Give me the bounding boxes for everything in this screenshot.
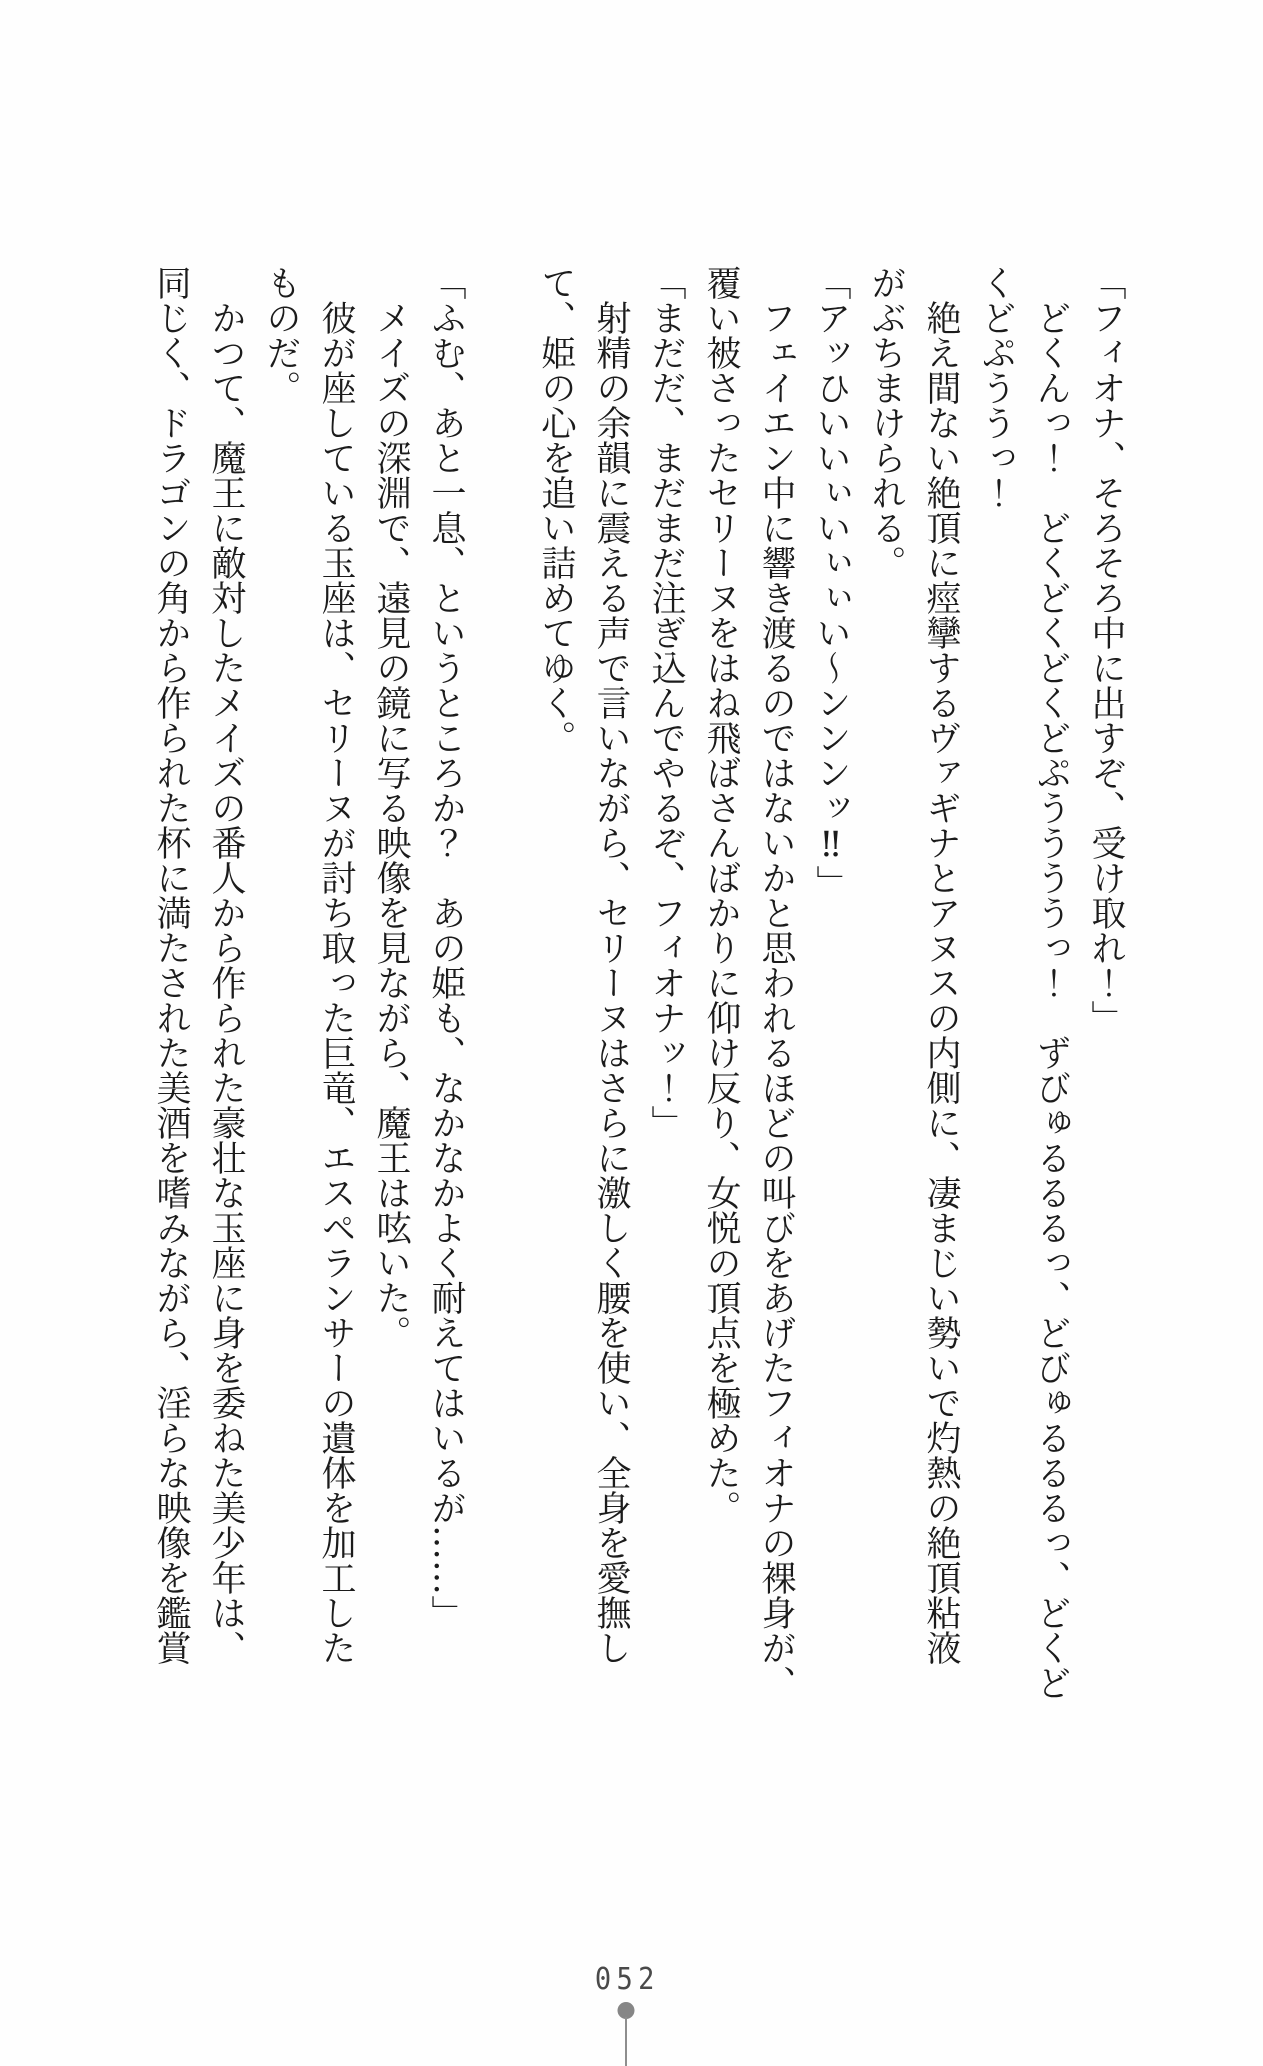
text-line: 絶え間ない絶頂に痙攣するヴァギナとアヌスの内側に、凄まじい勢いで灼熱の絶頂粘液: [921, 265, 961, 1665]
text-line: どくんっ！ どくどくどくどぷううううっ！ ずびゅるるるっ、どびゅるるるっ、どくど: [1031, 265, 1071, 1700]
text-line: 覆い被さったセリーヌをはね飛ばさんばかりに仰け反り、女悦の頂点を極めた。: [701, 265, 741, 1525]
text-line: 「ふむ、あと一息、というところか？ あの姫も、なかなかよく耐えてはいるが……」: [426, 265, 466, 1630]
text-line: フェイエン中に響き渡るのではないかと思われるほどの叫びをあげたフィオナの裸身が、: [756, 265, 796, 1700]
text-line: ものだ。: [261, 265, 301, 405]
footer-line-ornament: [625, 2017, 627, 2066]
text-line: 同じく、ドラゴンの角から作られた杯に満たされた美酒を嗜みながら、淫らな映像を鑑賞: [151, 265, 191, 1665]
page-number: 052: [594, 1962, 660, 1997]
blank-line: [473, 265, 528, 1735]
text-line: て、姫の心を追い詰めてゆく。: [536, 265, 576, 755]
text-line: がぶちまけられる。: [866, 265, 906, 580]
body-text: [143, 265, 1133, 1735]
text-line: 射精の余韻に震える声で言いながら、セリーヌはさらに激しく腰を使い、全身を愛撫し: [591, 265, 631, 1665]
text-line: 「アッひいいぃいぃぃい～ンンンッ‼」: [811, 265, 851, 900]
text-line: かつて、魔王に敵対したメイズの番人から作られた豪壮な玉座に身を委ねた美少年は、: [206, 265, 246, 1665]
text-line: 「まだだ、まだまだ注ぎ込んでやるぞ、フィオナッ！」: [646, 265, 686, 1140]
text-line: 彼が座している玉座は、セリーヌが討ち取った巨竜、エスペランサーの遺体を加工した: [316, 265, 356, 1665]
text-line: メイズの深淵で、遠見の鏡に写る映像を見ながら、魔王は呟いた。: [371, 265, 411, 1350]
text-line: 「フィオナ、そろそろ中に出すぞ、受け取れ！」: [1086, 265, 1126, 1035]
text-line: くどぷううっ！: [976, 265, 1016, 510]
